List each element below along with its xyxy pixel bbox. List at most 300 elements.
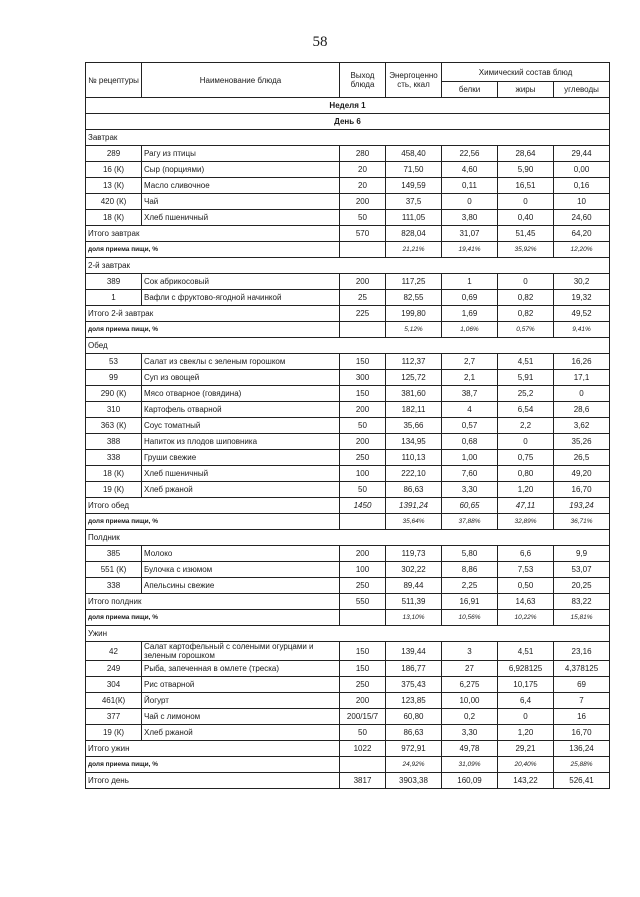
share-carbs: 12,20% [554, 242, 610, 258]
meal-section-title: Завтрак [86, 130, 610, 146]
total-portion: 570 [340, 226, 386, 242]
energy-cell: 110,13 [386, 450, 442, 466]
dish-name-cell: Соус томатный [142, 418, 340, 434]
portion-cell: 25 [340, 290, 386, 306]
table-row [86, 546, 610, 562]
share-energy: 21,21% [386, 242, 442, 258]
carbs-cell: 49,20 [554, 466, 610, 482]
day-total-portion: 3817 [340, 773, 386, 789]
protein-cell: 1,00 [442, 450, 498, 466]
energy-cell: 119,73 [386, 546, 442, 562]
protein-cell: 3,30 [442, 482, 498, 498]
recipe-no-cell: 13 (К) [86, 178, 142, 194]
fat-cell: 0 [498, 709, 554, 725]
dish-name-cell: Хлеб пшеничный [142, 210, 340, 226]
dish-name-cell: Масло сливочное [142, 178, 340, 194]
protein-cell: 8,86 [442, 562, 498, 578]
protein-cell: 2,25 [442, 578, 498, 594]
portion-cell: 250 [340, 578, 386, 594]
fat-cell: 0,50 [498, 578, 554, 594]
protein-cell: 2,1 [442, 370, 498, 386]
total-energy: 511,39 [386, 594, 442, 610]
recipe-no-cell: 19 (К) [86, 725, 142, 741]
carbs-cell: 53,07 [554, 562, 610, 578]
dish-name-cell: Суп из овощей [142, 370, 340, 386]
fat-cell: 7,53 [498, 562, 554, 578]
total-label: Итого ужин [86, 741, 340, 757]
day-total-protein: 160,09 [442, 773, 498, 789]
total-protein: 31,07 [442, 226, 498, 242]
dish-name-cell: Сыр (порциями) [142, 162, 340, 178]
fat-cell: 2,2 [498, 418, 554, 434]
fat-cell: 6,928125 [498, 661, 554, 677]
fat-cell: 0,80 [498, 466, 554, 482]
energy-cell: 37,5 [386, 194, 442, 210]
fat-cell: 6,54 [498, 402, 554, 418]
portion-cell: 50 [340, 418, 386, 434]
table-row [86, 677, 610, 693]
portion-cell: 50 [340, 210, 386, 226]
carbs-cell: 4,378125 [554, 661, 610, 677]
recipe-no-cell: 377 [86, 709, 142, 725]
dish-name-cell: Хлеб ржаной [142, 482, 340, 498]
total-energy: 828,04 [386, 226, 442, 242]
protein-cell: 3,80 [442, 210, 498, 226]
table-row [86, 450, 610, 466]
carbs-cell: 20,25 [554, 578, 610, 594]
dish-name-cell: Мясо отварное (говядина) [142, 386, 340, 402]
share-carbs: 15,81% [554, 610, 610, 626]
energy-cell: 123,85 [386, 693, 442, 709]
table-row [86, 466, 610, 482]
recipe-no-cell: 338 [86, 450, 142, 466]
table-row [86, 709, 610, 725]
total-energy: 1391,24 [386, 498, 442, 514]
protein-cell: 38,7 [442, 386, 498, 402]
recipe-no-cell: 310 [86, 402, 142, 418]
header-recipe-no: № рецептуры [86, 63, 142, 98]
total-label: Итого полдник [86, 594, 340, 610]
protein-cell: 3 [442, 642, 498, 661]
protein-cell: 2,7 [442, 354, 498, 370]
share-protein: 31,09% [442, 757, 498, 773]
share-protein: 10,56% [442, 610, 498, 626]
meal-share-row [86, 242, 610, 258]
table-row [86, 146, 610, 162]
day-total-label: Итого день [86, 773, 340, 789]
meal-total-row [86, 498, 610, 514]
table-header [86, 63, 610, 98]
carbs-cell: 35,26 [554, 434, 610, 450]
recipe-no-cell: 420 (К) [86, 194, 142, 210]
energy-cell: 35,66 [386, 418, 442, 434]
total-label: Итого завтрак [86, 226, 340, 242]
table-row [86, 162, 610, 178]
portion-cell: 200 [340, 274, 386, 290]
dish-name-cell: Молоко [142, 546, 340, 562]
share-portion [340, 322, 386, 338]
dish-name-cell: Чай с лимоном [142, 709, 340, 725]
carbs-cell: 30,2 [554, 274, 610, 290]
carbs-cell: 26,5 [554, 450, 610, 466]
share-fat: 32,89% [498, 514, 554, 530]
meal-section-title-row [86, 130, 610, 146]
table-row [86, 578, 610, 594]
header-composition: Химический состав блюд [442, 63, 610, 82]
fat-cell: 1,20 [498, 482, 554, 498]
dish-name-cell: Рагу из птицы [142, 146, 340, 162]
meal-section-title: Обед [86, 338, 610, 354]
meal-section-title: Полдник [86, 530, 610, 546]
dish-name-cell: Апельсины свежие [142, 578, 340, 594]
share-energy: 35,64% [386, 514, 442, 530]
table-row [86, 402, 610, 418]
table-row [86, 482, 610, 498]
meal-total-row [86, 594, 610, 610]
dish-name-cell: Рис отварной [142, 677, 340, 693]
portion-cell: 50 [340, 482, 386, 498]
page-number: 58 [312, 34, 328, 50]
total-fat: 0,82 [498, 306, 554, 322]
fat-cell: 4,51 [498, 354, 554, 370]
portion-cell: 150 [340, 642, 386, 661]
dish-name-cell: Рыба, запеченная в омлете (треска) [142, 661, 340, 677]
total-portion: 1450 [340, 498, 386, 514]
portion-cell: 20 [340, 178, 386, 194]
total-carbs: 64,20 [554, 226, 610, 242]
carbs-cell: 9,9 [554, 546, 610, 562]
table-row [86, 418, 610, 434]
energy-cell: 375,43 [386, 677, 442, 693]
share-protein: 37,88% [442, 514, 498, 530]
header-fat: жиры [498, 82, 554, 98]
energy-cell: 186,77 [386, 661, 442, 677]
fat-cell: 6,4 [498, 693, 554, 709]
recipe-no-cell: 99 [86, 370, 142, 386]
total-portion: 225 [340, 306, 386, 322]
energy-cell: 381,60 [386, 386, 442, 402]
share-label: доля приема пищи, % [86, 757, 340, 773]
total-energy: 199,80 [386, 306, 442, 322]
recipe-no-cell: 53 [86, 354, 142, 370]
fat-cell: 0 [498, 434, 554, 450]
protein-cell: 3,30 [442, 725, 498, 741]
meal-total-row [86, 741, 610, 757]
dish-name-cell: Вафли с фруктово-ягодной начинкой [142, 290, 340, 306]
fat-cell: 0,82 [498, 290, 554, 306]
recipe-no-cell: 304 [86, 677, 142, 693]
share-fat: 35,92% [498, 242, 554, 258]
table-row [86, 661, 610, 677]
energy-cell: 117,25 [386, 274, 442, 290]
portion-cell: 150 [340, 354, 386, 370]
total-fat: 29,21 [498, 741, 554, 757]
fat-cell: 16,51 [498, 178, 554, 194]
recipe-no-cell: 19 (К) [86, 482, 142, 498]
table-row [86, 178, 610, 194]
recipe-no-cell: 385 [86, 546, 142, 562]
fat-cell: 6,6 [498, 546, 554, 562]
recipe-no-cell: 42 [86, 642, 142, 661]
share-fat: 10,22% [498, 610, 554, 626]
table-row [86, 642, 610, 661]
share-fat: 0,57% [498, 322, 554, 338]
share-carbs: 36,71% [554, 514, 610, 530]
portion-cell: 250 [340, 450, 386, 466]
table-row [86, 386, 610, 402]
protein-cell: 0,57 [442, 418, 498, 434]
energy-cell: 89,44 [386, 578, 442, 594]
portion-cell: 200 [340, 402, 386, 418]
energy-cell: 82,55 [386, 290, 442, 306]
share-label: доля приема пищи, % [86, 242, 340, 258]
total-carbs: 136,24 [554, 741, 610, 757]
recipe-no-cell: 389 [86, 274, 142, 290]
portion-cell: 280 [340, 146, 386, 162]
total-protein: 16,91 [442, 594, 498, 610]
dish-name-cell: Картофель отварной [142, 402, 340, 418]
share-portion [340, 242, 386, 258]
energy-cell: 125,72 [386, 370, 442, 386]
total-protein: 60,65 [442, 498, 498, 514]
protein-cell: 0,69 [442, 290, 498, 306]
fat-cell: 1,20 [498, 725, 554, 741]
carbs-cell: 28,6 [554, 402, 610, 418]
fat-cell: 0,75 [498, 450, 554, 466]
day-total-row [86, 773, 610, 789]
day-title: День 6 [86, 114, 610, 130]
portion-cell: 200 [340, 693, 386, 709]
dish-name-cell: Напиток из плодов шиповника [142, 434, 340, 450]
total-carbs: 83,22 [554, 594, 610, 610]
table-row [86, 725, 610, 741]
total-fat: 51,45 [498, 226, 554, 242]
energy-cell: 60,80 [386, 709, 442, 725]
share-energy: 24,92% [386, 757, 442, 773]
share-energy: 13,10% [386, 610, 442, 626]
recipe-no-cell: 388 [86, 434, 142, 450]
share-protein: 1,06% [442, 322, 498, 338]
header-carbs: углеводы [554, 82, 610, 98]
week-title: Неделя 1 [86, 98, 610, 114]
total-label: Итого обед [86, 498, 340, 514]
fat-cell: 25,2 [498, 386, 554, 402]
table-row [86, 210, 610, 226]
carbs-cell: 69 [554, 677, 610, 693]
total-protein: 49,78 [442, 741, 498, 757]
recipe-no-cell: 249 [86, 661, 142, 677]
meal-share-row [86, 610, 610, 626]
energy-cell: 134,95 [386, 434, 442, 450]
carbs-cell: 10 [554, 194, 610, 210]
protein-cell: 1 [442, 274, 498, 290]
share-carbs: 9,41% [554, 322, 610, 338]
share-fat: 20,40% [498, 757, 554, 773]
meal-total-row [86, 226, 610, 242]
dish-name-cell: Хлеб ржаной [142, 725, 340, 741]
share-portion [340, 757, 386, 773]
energy-cell: 86,63 [386, 725, 442, 741]
share-portion [340, 514, 386, 530]
header-dish-name: Наименование блюда [142, 63, 340, 98]
dish-name-cell: Салат из свеклы с зеленым горошком [142, 354, 340, 370]
portion-cell: 200 [340, 434, 386, 450]
protein-cell: 0 [442, 194, 498, 210]
energy-cell: 111,05 [386, 210, 442, 226]
total-fat: 47,11 [498, 498, 554, 514]
protein-cell: 0,2 [442, 709, 498, 725]
meal-share-row [86, 757, 610, 773]
portion-cell: 20 [340, 162, 386, 178]
table-row [86, 194, 610, 210]
fat-cell: 28,64 [498, 146, 554, 162]
protein-cell: 4 [442, 402, 498, 418]
protein-cell: 27 [442, 661, 498, 677]
portion-cell: 200 [340, 194, 386, 210]
recipe-no-cell: 363 (К) [86, 418, 142, 434]
meal-section-title-row [86, 530, 610, 546]
meal-share-row [86, 514, 610, 530]
recipe-no-cell: 18 (К) [86, 210, 142, 226]
protein-cell: 10,00 [442, 693, 498, 709]
share-portion [340, 610, 386, 626]
portion-cell: 200/15/7 [340, 709, 386, 725]
dish-name-cell: Груши свежие [142, 450, 340, 466]
protein-cell: 0,68 [442, 434, 498, 450]
menu-table [85, 62, 610, 789]
portion-cell: 250 [340, 677, 386, 693]
day-total-carbs: 526,41 [554, 773, 610, 789]
energy-cell: 86,63 [386, 482, 442, 498]
carbs-cell: 24,60 [554, 210, 610, 226]
table-row [86, 370, 610, 386]
meal-section-title: 2-й завтрак [86, 258, 610, 274]
total-label: Итого 2-й завтрак [86, 306, 340, 322]
energy-cell: 182,11 [386, 402, 442, 418]
table-row [86, 434, 610, 450]
carbs-cell: 23,16 [554, 642, 610, 661]
portion-cell: 100 [340, 466, 386, 482]
energy-cell: 139,44 [386, 642, 442, 661]
recipe-no-cell: 289 [86, 146, 142, 162]
dish-name-cell: Салат картофельный с солеными огурцами и зеленым горошком [142, 642, 340, 661]
total-portion: 1022 [340, 741, 386, 757]
carbs-cell: 17,1 [554, 370, 610, 386]
dish-name-cell: Чай [142, 194, 340, 210]
total-portion: 550 [340, 594, 386, 610]
total-carbs: 49,52 [554, 306, 610, 322]
energy-cell: 458,40 [386, 146, 442, 162]
meal-section-title-row [86, 338, 610, 354]
share-label: доля приема пищи, % [86, 322, 340, 338]
total-energy: 972,91 [386, 741, 442, 757]
recipe-no-cell: 18 (К) [86, 466, 142, 482]
portion-cell: 100 [340, 562, 386, 578]
fat-cell: 0,40 [498, 210, 554, 226]
recipe-no-cell: 290 (К) [86, 386, 142, 402]
portion-cell: 50 [340, 725, 386, 741]
carbs-cell: 16 [554, 709, 610, 725]
portion-cell: 200 [340, 546, 386, 562]
dish-name-cell: Булочка с изюмом [142, 562, 340, 578]
carbs-cell: 16,70 [554, 482, 610, 498]
table-row [86, 562, 610, 578]
header-portion: Выход блюда [340, 63, 386, 98]
recipe-no-cell: 1 [86, 290, 142, 306]
share-carbs: 25,88% [554, 757, 610, 773]
header-energy: Энергоценность, ккал [386, 63, 442, 98]
recipe-no-cell: 461(К) [86, 693, 142, 709]
dish-name-cell: Йогурт [142, 693, 340, 709]
fat-cell: 0 [498, 274, 554, 290]
protein-cell: 22,56 [442, 146, 498, 162]
energy-cell: 222,10 [386, 466, 442, 482]
carbs-cell: 3,62 [554, 418, 610, 434]
protein-cell: 7,60 [442, 466, 498, 482]
protein-cell: 4,60 [442, 162, 498, 178]
share-energy: 5,12% [386, 322, 442, 338]
fat-cell: 0 [498, 194, 554, 210]
table-row [86, 274, 610, 290]
portion-cell: 300 [340, 370, 386, 386]
total-fat: 14,63 [498, 594, 554, 610]
share-label: доля приема пищи, % [86, 514, 340, 530]
fat-cell: 5,91 [498, 370, 554, 386]
carbs-cell: 29,44 [554, 146, 610, 162]
recipe-no-cell: 551 (К) [86, 562, 142, 578]
recipe-no-cell: 16 (К) [86, 162, 142, 178]
day-total-energy: 3903,38 [386, 773, 442, 789]
energy-cell: 302,22 [386, 562, 442, 578]
meal-share-row [86, 322, 610, 338]
total-protein: 1,69 [442, 306, 498, 322]
portion-cell: 150 [340, 386, 386, 402]
meal-section-title-row [86, 258, 610, 274]
carbs-cell: 0 [554, 386, 610, 402]
protein-cell: 6,275 [442, 677, 498, 693]
carbs-cell: 16,26 [554, 354, 610, 370]
energy-cell: 149,59 [386, 178, 442, 194]
fat-cell: 4,51 [498, 642, 554, 661]
carbs-cell: 7 [554, 693, 610, 709]
total-carbs: 193,24 [554, 498, 610, 514]
table-row [86, 354, 610, 370]
dish-name-cell: Хлеб пшеничный [142, 466, 340, 482]
carbs-cell: 0,16 [554, 178, 610, 194]
day-total-fat: 143,22 [498, 773, 554, 789]
meal-section-title: Ужин [86, 626, 610, 642]
energy-cell: 112,37 [386, 354, 442, 370]
energy-cell: 71,50 [386, 162, 442, 178]
meal-total-row [86, 306, 610, 322]
table-row [86, 290, 610, 306]
meal-section-title-row [86, 626, 610, 642]
carbs-cell: 19,32 [554, 290, 610, 306]
portion-cell: 150 [340, 661, 386, 677]
share-label: доля приема пищи, % [86, 610, 340, 626]
dish-name-cell: Сок абрикосовый [142, 274, 340, 290]
fat-cell: 5,90 [498, 162, 554, 178]
table-row [86, 693, 610, 709]
share-protein: 19,41% [442, 242, 498, 258]
fat-cell: 10,175 [498, 677, 554, 693]
table-body [86, 98, 610, 789]
header-protein: белки [442, 82, 498, 98]
protein-cell: 0,11 [442, 178, 498, 194]
carbs-cell: 0,00 [554, 162, 610, 178]
recipe-no-cell: 338 [86, 578, 142, 594]
protein-cell: 5,80 [442, 546, 498, 562]
